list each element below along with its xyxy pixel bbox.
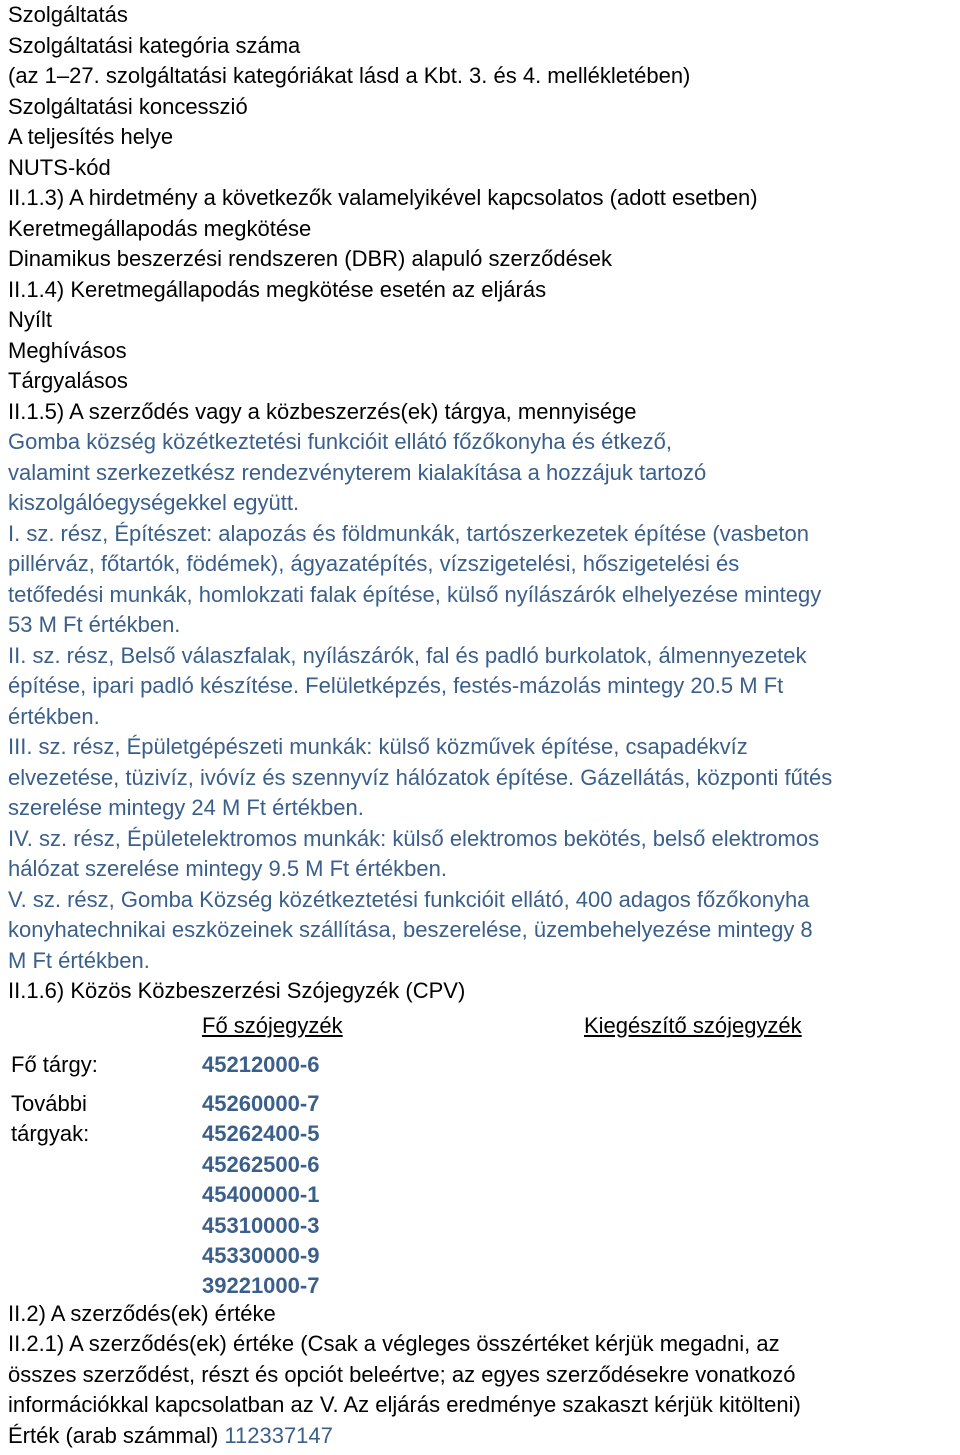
main-cpv-code: 45212000-6 — [202, 1051, 320, 1077]
service-label: Szolgáltatás — [8, 2, 128, 27]
additional-cpv-code: 39221000-7 — [202, 1272, 320, 1298]
description-line: valamint szerkezetkész rendezvényterem kialakítása a hozzájuk tartozó — [8, 459, 707, 485]
contract-description — [8, 427, 952, 976]
dps-label: Dinamikus beszerzési rendszeren (DBR) alapuló szerződések — [8, 246, 613, 271]
nuts-code-label: NUTS-kód — [8, 154, 111, 180]
additional-cpv-code: 45310000-3 — [202, 1212, 320, 1238]
additional-cpv-code: 45262400-5 — [202, 1120, 320, 1146]
description-line: szerelése mintegy 24 M Ft értékben. — [8, 795, 364, 820]
service-category-note: (az 1–27. szolgáltatási kategóriákat lásd a Kbt. 3. és 4. mellékletében) — [8, 63, 691, 88]
place-of-performance-label: A teljesítés helye — [8, 124, 174, 149]
description-line: M Ft értékben. — [8, 947, 150, 973]
description-line: II. sz. rész, Belső válaszfalak, nyílászárók, fal és padló burkolatok, álmennyezetek — [8, 642, 807, 668]
additional-objects-label: További — [11, 1090, 87, 1116]
description-line: értékben. — [8, 703, 100, 729]
additional-cpv-code: 45262500-6 — [202, 1151, 320, 1177]
section-ii-2-heading: II.2) A szerződés(ek) értéke — [8, 1300, 276, 1326]
open-procedure-label: Nyílt — [8, 307, 52, 332]
description-line: I. sz. rész, Építészet: alapozás és földmunkák, tartószerkezetek építése (vasbeton — [8, 520, 809, 546]
section-ii-1-3-heading: II.1.3) A hirdetmény a következők valamelyikével kapcsolatos (adott esetben) — [8, 185, 758, 210]
restricted-procedure-label: Meghívásos — [8, 337, 127, 363]
description-line: tetőfedési munkák, homlokzati falak építése, külső nyílászárók elhelyezése mintegy — [8, 581, 822, 607]
description-line: hálózat szerelése mintegy 9.5 M Ft értékben. — [8, 856, 447, 881]
contract-value-section — [8, 1299, 952, 1452]
description-line: IV. sz. rész, Épületelektromos munkák: külső elektromos bekötés, belső elektromos — [8, 825, 820, 851]
description-line: III. sz. rész, Épületgépészeti munkák: külső közművek építése, csapadékvíz — [8, 734, 748, 759]
additional-objects-label-line2: tárgyak: — [11, 1120, 90, 1146]
description-line: építése, ipari padló készítése. Felületképzés, festés-mázolás mintegy 20.5 M Ft — [8, 673, 784, 698]
service-concession-label: Szolgáltatási koncesszió — [8, 93, 248, 119]
service-category-label: Szolgáltatási kategória száma — [8, 32, 301, 58]
description-line: 53 M Ft értékben. — [8, 612, 181, 637]
description-line: kiszolgálóegységekkel együtt. — [8, 490, 300, 515]
description-line: elvezetése, tüzivíz, ivóvíz és szennyvíz hálózatok építése. Gázellátás, központi fűtés — [8, 764, 833, 790]
description-line: pillérváz, főtartók, födémek), ágyazatépítés, vízszigetelési, hőszigetelési és — [8, 551, 740, 576]
additional-cpv-code: 45400000-1 — [202, 1181, 320, 1207]
section-ii-1-5-heading: II.1.5) A szerződés vagy a közbeszerzés(ek) tárgya, mennyisége — [8, 398, 637, 424]
additional-cpv-code: 45330000-9 — [202, 1242, 320, 1268]
header-section — [8, 0, 952, 427]
additional-cpv-code: 45260000-7 — [202, 1090, 320, 1116]
section-ii-1-4-heading: II.1.4) Keretmegállapodás megkötése esetén az eljárás — [8, 276, 547, 302]
negotiated-procedure-label: Tárgyalásos — [8, 368, 128, 393]
section-ii-2-1-text: információkkal kapcsolatban az V. Az eljárás eredménye szakaszt kérjük kitölteni) — [8, 1392, 801, 1417]
framework-agreement-label: Keretmegállapodás megkötése — [8, 215, 312, 241]
section-ii-2-1-text: összes szerződést, részt és opciót beleértve; az egyes szerződésekre vonatkozó — [8, 1361, 796, 1387]
cpv-heading: II.1.6) Közös Közbeszerzési Szójegyzék (CPV) — [8, 978, 466, 1003]
contract-value: 112337147 — [224, 1422, 333, 1448]
cpv-main-column-header: Fő szójegyzék — [202, 1012, 343, 1038]
cpv-supplementary-column-header: Kiegészítő szójegyzék — [584, 1012, 802, 1038]
cpv-table — [8, 1007, 952, 1299]
section-ii-2-1-text: II.2.1) A szerződés(ek) értéke (Csak a végleges összértéket kérjük megadni, az — [8, 1331, 780, 1356]
main-object-label: Fő tárgy: — [11, 1051, 98, 1077]
description-line: V. sz. rész, Gomba Község közétkeztetési funkcióit ellátó, 400 adagos főzőkonyha — [8, 886, 810, 912]
value-label: Érték (arab számmal) — [8, 1422, 219, 1448]
description-line: konyhatechnikai eszközeinek szállítása, beszerelése, üzembehelyezése mintegy 8 — [8, 917, 813, 942]
value-row — [8, 1421, 952, 1452]
description-line: Gomba község közétkeztetési funkcióit ellátó főzőkonyha és étkező, — [8, 429, 673, 454]
